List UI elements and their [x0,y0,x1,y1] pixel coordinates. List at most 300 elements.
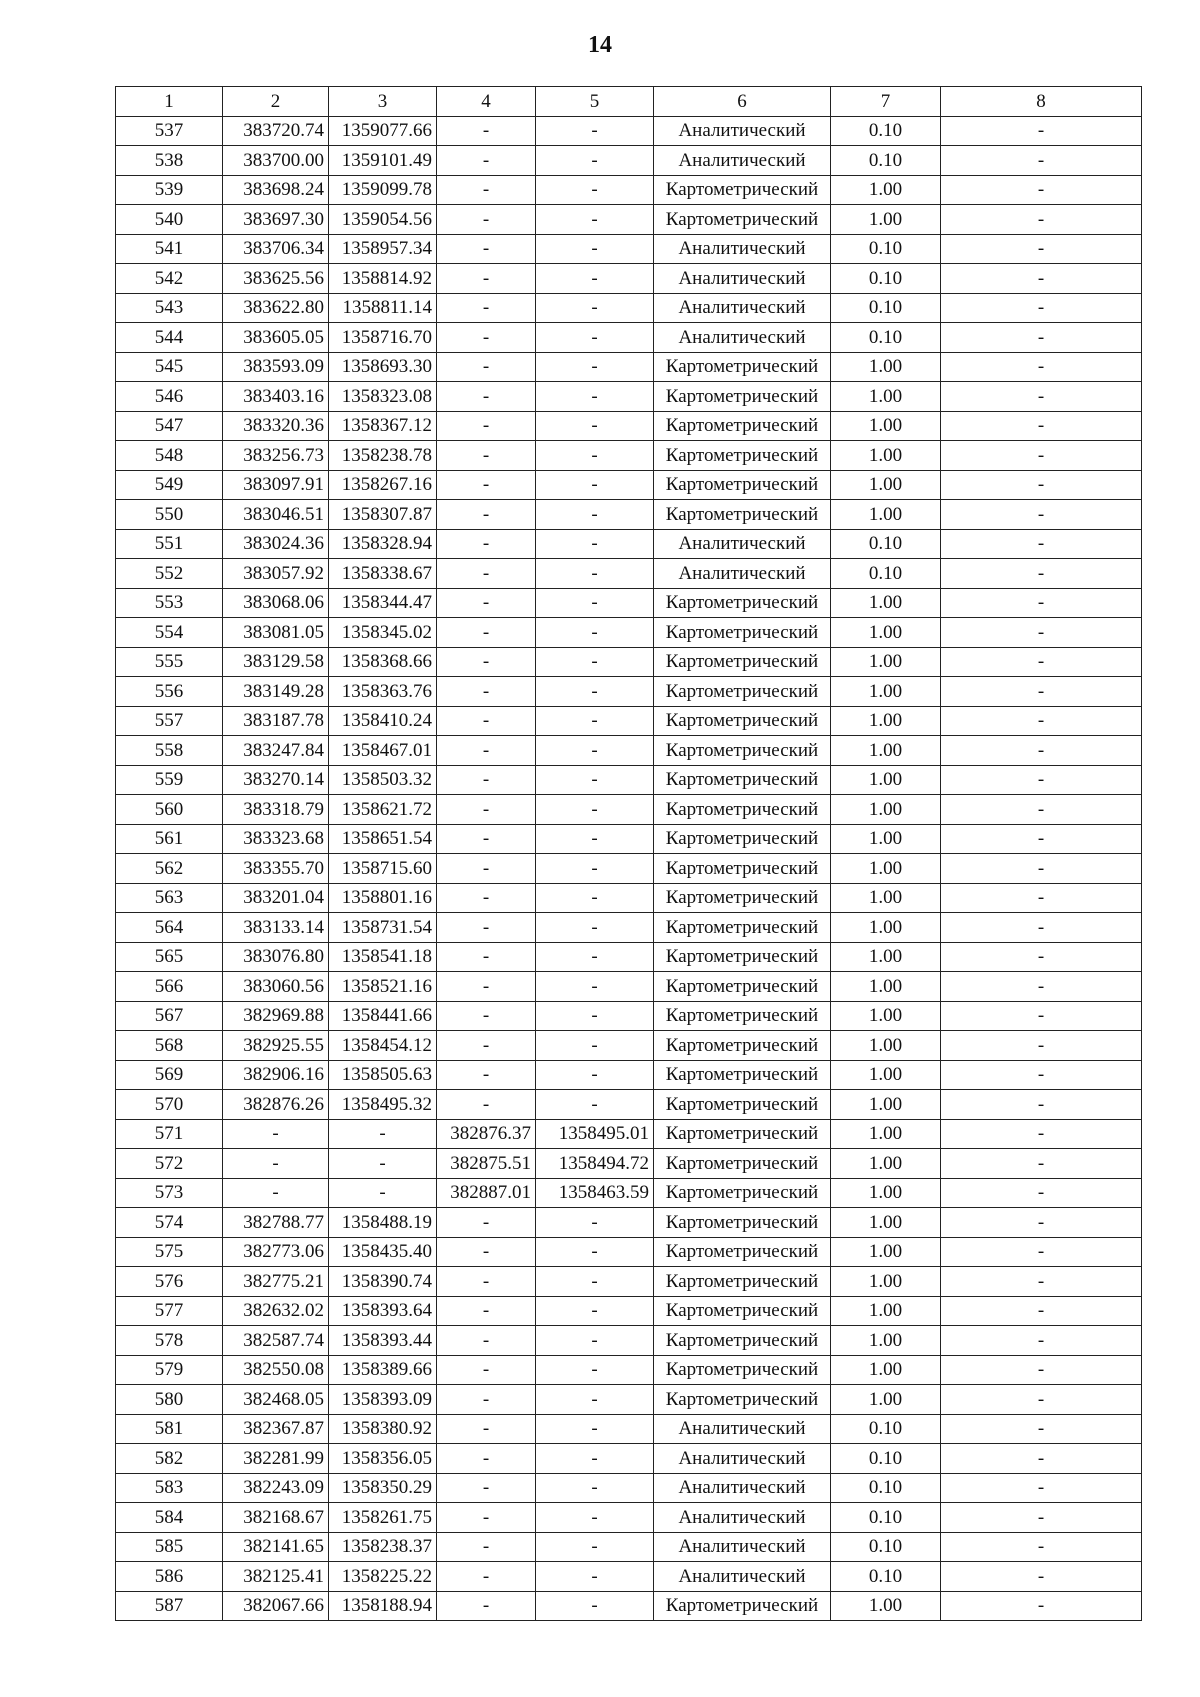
table-cell: - [536,706,654,736]
table-cell: - [437,795,536,825]
table-cell: 557 [116,706,223,736]
table-cell: Аналитический [654,293,831,323]
table-cell: 572 [116,1149,223,1179]
table-cell: - [536,146,654,176]
table-cell: Аналитический [654,1532,831,1562]
table-cell: 1358503.32 [329,765,437,795]
table-cell: 555 [116,647,223,677]
table-cell: 383320.36 [223,411,329,441]
table-cell: 382141.65 [223,1532,329,1562]
table-cell: - [437,1532,536,1562]
table-cell: 382925.55 [223,1031,329,1061]
table-cell: Аналитический [654,116,831,146]
table-cell: 559 [116,765,223,795]
table-cell: 550 [116,500,223,530]
table-cell: - [536,323,654,353]
table-cell: - [536,1031,654,1061]
table-cell: - [536,500,654,530]
table-cell: - [941,1355,1142,1385]
table-cell: - [536,1296,654,1326]
table-cell: - [437,677,536,707]
table-cell: 0.10 [831,1414,941,1444]
table-cell: - [941,1060,1142,1090]
table-cell: 382550.08 [223,1355,329,1385]
table-cell: 1358621.72 [329,795,437,825]
table-cell: Картометрический [654,205,831,235]
table-cell: Картометрический [654,441,831,471]
table-cell: - [437,1267,536,1297]
table-cell: - [941,765,1142,795]
table-cell: Картометрический [654,1326,831,1356]
table-cell: 560 [116,795,223,825]
table-row [116,411,1142,441]
table-row [116,1267,1142,1297]
table-cell: - [941,1385,1142,1415]
table-row [116,1385,1142,1415]
table-cell: 577 [116,1296,223,1326]
table-cell: - [437,264,536,294]
table-cell: 1.00 [831,1591,941,1621]
table-cell: 383700.00 [223,146,329,176]
table-cell: 1.00 [831,411,941,441]
table-cell: 1.00 [831,175,941,205]
table-cell: 383046.51 [223,500,329,530]
table-cell: 383057.92 [223,559,329,589]
table-cell: Картометрический [654,352,831,382]
table-cell: - [941,588,1142,618]
table-cell: 537 [116,116,223,146]
table-cell: 1.00 [831,588,941,618]
table-cell: - [941,352,1142,382]
table-cell: 382587.74 [223,1326,329,1356]
table-cell: - [536,588,654,618]
table-cell: - [329,1178,437,1208]
table-cell: 383187.78 [223,706,329,736]
table-cell: 580 [116,1385,223,1415]
table-cell: - [941,1001,1142,1031]
table-cell: - [437,913,536,943]
table-cell: 584 [116,1503,223,1533]
table-cell: - [437,1473,536,1503]
table-cell: Аналитический [654,559,831,589]
table-cell: - [536,175,654,205]
table-cell: 383247.84 [223,736,329,766]
table-cell: - [437,1237,536,1267]
table-cell: 549 [116,470,223,500]
coordinates-table [115,86,1142,1621]
table-cell: 540 [116,205,223,235]
table-cell: - [941,1473,1142,1503]
table-cell: - [941,706,1142,736]
table-cell: 1358488.19 [329,1208,437,1238]
table-cell: 1.00 [831,1237,941,1267]
table-cell: 383698.24 [223,175,329,205]
table-cell: 1358345.02 [329,618,437,648]
table-cell: - [536,1503,654,1533]
table-cell: - [536,618,654,648]
table-cell: 1.00 [831,441,941,471]
table-cell: 383076.80 [223,942,329,972]
table-cell: 383024.36 [223,529,329,559]
table-cell: 382887.01 [437,1178,536,1208]
table-row [116,352,1142,382]
table-cell: 1.00 [831,795,941,825]
table-cell: 383625.56 [223,264,329,294]
table-cell: 1358363.76 [329,677,437,707]
table-cell: Картометрический [654,411,831,441]
table-cell: Картометрический [654,1031,831,1061]
table-cell: - [437,1031,536,1061]
table-cell: - [941,323,1142,353]
table-cell: Картометрический [654,942,831,972]
table-row [116,205,1142,235]
table-cell: 382632.02 [223,1296,329,1326]
table-cell: 1358811.14 [329,293,437,323]
table-cell: - [941,441,1142,471]
table-row [116,883,1142,913]
table-cell: 0.10 [831,1444,941,1474]
table-row [116,1208,1142,1238]
table-cell: 574 [116,1208,223,1238]
table-cell: 565 [116,942,223,972]
table-cell: 1.00 [831,470,941,500]
table-cell: - [536,470,654,500]
table-cell: Картометрический [654,1591,831,1621]
table-cell: - [536,1001,654,1031]
table-cell: 1358467.01 [329,736,437,766]
table-cell: - [437,441,536,471]
table-cell: 1359099.78 [329,175,437,205]
table-row [116,1178,1142,1208]
table-cell: 1358801.16 [329,883,437,913]
table-cell: 383133.14 [223,913,329,943]
table-cell: - [536,1532,654,1562]
table-cell: - [223,1178,329,1208]
table-cell: - [536,1562,654,1592]
table-cell: 1358541.18 [329,942,437,972]
table-cell: 1358350.29 [329,1473,437,1503]
table-cell: 563 [116,883,223,913]
table-cell: - [536,1414,654,1444]
table-row [116,1444,1142,1474]
table-cell: - [437,1591,536,1621]
table-cell: - [536,1444,654,1474]
table-cell: Картометрический [654,854,831,884]
table-cell: Картометрический [654,1090,831,1120]
table-cell: Картометрический [654,1237,831,1267]
table-cell: 1358338.67 [329,559,437,589]
table-cell: 1358495.01 [536,1119,654,1149]
table-row [116,765,1142,795]
table-cell: Картометрический [654,647,831,677]
table-cell: 1.00 [831,942,941,972]
table-cell: 579 [116,1355,223,1385]
table-cell: - [941,1562,1142,1592]
table-cell: 554 [116,618,223,648]
table-cell: 1358368.66 [329,647,437,677]
table-cell: - [536,765,654,795]
table-row [116,1237,1142,1267]
table-cell: 1.00 [831,677,941,707]
table-cell: 1358454.12 [329,1031,437,1061]
table-cell: 1358393.09 [329,1385,437,1415]
table-cell: - [329,1149,437,1179]
table-cell: 575 [116,1237,223,1267]
table-cell: - [536,1237,654,1267]
table-cell: - [941,883,1142,913]
table-cell: - [941,500,1142,530]
table-cell: Картометрический [654,913,831,943]
table-cell: 0.10 [831,559,941,589]
table-cell: 1.00 [831,736,941,766]
table-cell: 383201.04 [223,883,329,913]
table-cell: - [437,293,536,323]
table-row [116,1001,1142,1031]
column-header: 5 [536,87,654,117]
table-cell: - [437,1444,536,1474]
table-cell: 383097.91 [223,470,329,500]
table-cell: - [536,824,654,854]
table-row [116,382,1142,412]
table-row [116,441,1142,471]
table-cell: 1358238.37 [329,1532,437,1562]
table-cell: 1358238.78 [329,441,437,471]
table-cell: 1.00 [831,1031,941,1061]
table-cell: 0.10 [831,146,941,176]
table-cell: - [941,1326,1142,1356]
table-row [116,323,1142,353]
table-row [116,1503,1142,1533]
table-cell: Картометрический [654,736,831,766]
table-cell: 544 [116,323,223,353]
table-cell: - [437,1385,536,1415]
table-row [116,972,1142,1002]
table-cell: - [941,175,1142,205]
table-cell: - [437,1090,536,1120]
table-cell: 1.00 [831,382,941,412]
table-cell: Картометрический [654,1208,831,1238]
table-cell: - [941,264,1142,294]
table-cell: - [941,795,1142,825]
table-cell: - [941,1591,1142,1621]
table-cell: 382773.06 [223,1237,329,1267]
table-row [116,1562,1142,1592]
table-cell: - [437,1296,536,1326]
table-cell: 1358495.32 [329,1090,437,1120]
table-cell: 1358323.08 [329,382,437,412]
table-cell: 1.00 [831,854,941,884]
table-cell: 546 [116,382,223,412]
table-cell: - [536,116,654,146]
table-cell: 538 [116,146,223,176]
table-cell: - [941,647,1142,677]
table-cell: 539 [116,175,223,205]
table-cell: 383081.05 [223,618,329,648]
table-cell: 1358435.40 [329,1237,437,1267]
table-cell: - [536,677,654,707]
table-cell: 1.00 [831,1385,941,1415]
table-cell: - [536,1591,654,1621]
table-row [116,913,1142,943]
table-cell: 0.10 [831,1473,941,1503]
table-cell: 545 [116,352,223,382]
table-cell: 1.00 [831,1149,941,1179]
table-cell: 1.00 [831,824,941,854]
table-cell: - [437,1326,536,1356]
table-row [116,647,1142,677]
table-cell: 382906.16 [223,1060,329,1090]
table-cell: - [941,382,1142,412]
table-cell: 383403.16 [223,382,329,412]
table-cell: Аналитический [654,1414,831,1444]
table-row [116,942,1142,972]
table-cell: 1358225.22 [329,1562,437,1592]
table-cell: - [941,1031,1142,1061]
table-cell: Картометрический [654,382,831,412]
table-cell: - [941,1267,1142,1297]
table-cell: 1358261.75 [329,1503,437,1533]
table-cell: 1359077.66 [329,116,437,146]
table-row [116,559,1142,589]
table-cell: 0.10 [831,1532,941,1562]
table-cell: - [941,559,1142,589]
table-row [116,706,1142,736]
table-row [116,588,1142,618]
table-cell: 382775.21 [223,1267,329,1297]
column-header: 4 [437,87,536,117]
table-cell: 1.00 [831,1001,941,1031]
table-cell: Аналитический [654,234,831,264]
table-cell: - [941,972,1142,1002]
table-row [116,1296,1142,1326]
table-cell: 382367.87 [223,1414,329,1444]
table-cell: Аналитический [654,264,831,294]
table-cell: 578 [116,1326,223,1356]
table-cell: - [941,913,1142,943]
table-cell: - [437,854,536,884]
table-cell: - [437,1060,536,1090]
table-cell: 1.00 [831,765,941,795]
page-number: 14 [588,32,612,58]
table-cell: - [437,972,536,1002]
table-cell: - [223,1119,329,1149]
table-cell: - [536,559,654,589]
table-cell: - [941,1503,1142,1533]
table-cell: 570 [116,1090,223,1120]
table-cell: Картометрический [654,765,831,795]
table-cell: 556 [116,677,223,707]
table-cell: 543 [116,293,223,323]
table-cell: - [536,1208,654,1238]
table-cell: 1358814.92 [329,264,437,294]
table-cell: Картометрический [654,883,831,913]
table-cell: 569 [116,1060,223,1090]
table-cell: Картометрический [654,470,831,500]
table-cell: Аналитический [654,146,831,176]
table-cell: 0.10 [831,529,941,559]
table-cell: Картометрический [654,677,831,707]
table-cell: - [536,647,654,677]
table-cell: - [437,1355,536,1385]
table-row [116,1090,1142,1120]
table-row [116,1591,1142,1621]
table-cell: Картометрический [654,588,831,618]
table-cell: - [437,559,536,589]
table-cell: - [536,1385,654,1415]
table-cell: 1.00 [831,1178,941,1208]
table-row [116,293,1142,323]
table-cell: - [536,529,654,559]
table-cell: - [536,1060,654,1090]
table-cell: 383720.74 [223,116,329,146]
table-cell: 583 [116,1473,223,1503]
table-cell: - [941,677,1142,707]
table-cell: - [223,1149,329,1179]
table-cell: 551 [116,529,223,559]
table-cell: 0.10 [831,323,941,353]
table-cell: 1.00 [831,1296,941,1326]
table-cell: Картометрический [654,1296,831,1326]
table-cell: 0.10 [831,116,941,146]
table-cell: - [536,441,654,471]
table-row [116,264,1142,294]
table-cell: 1358188.94 [329,1591,437,1621]
table-cell: - [941,1090,1142,1120]
table-cell: 581 [116,1414,223,1444]
table-cell: 383323.68 [223,824,329,854]
table-cell: 1358267.16 [329,470,437,500]
table-cell: - [536,854,654,884]
table-cell: 567 [116,1001,223,1031]
table-cell: - [536,1090,654,1120]
table-cell: - [941,470,1142,500]
table-cell: 382168.67 [223,1503,329,1533]
table-cell: 586 [116,1562,223,1592]
table-cell: 568 [116,1031,223,1061]
table-cell: Картометрический [654,824,831,854]
table-cell: - [941,618,1142,648]
table-row [116,1119,1142,1149]
table-cell: 1.00 [831,352,941,382]
table-cell: - [437,1208,536,1238]
table-cell: 1358410.24 [329,706,437,736]
table-cell: 382243.09 [223,1473,329,1503]
table-cell: 1358356.05 [329,1444,437,1474]
table-row [116,1060,1142,1090]
table-cell: 1.00 [831,972,941,1002]
table-cell: 383068.06 [223,588,329,618]
table-cell: Аналитический [654,1562,831,1592]
table-cell: 571 [116,1119,223,1149]
table-cell: 1358307.87 [329,500,437,530]
table-cell: Картометрический [654,618,831,648]
table-cell: Картометрический [654,175,831,205]
table-row [116,1326,1142,1356]
table-cell: 1359054.56 [329,205,437,235]
table-row [116,1473,1142,1503]
table-cell: 383605.05 [223,323,329,353]
table-cell: 1358393.64 [329,1296,437,1326]
table-cell: 382125.41 [223,1562,329,1592]
table-cell: - [941,1296,1142,1326]
table-cell: Аналитический [654,1503,831,1533]
table-cell: 382969.88 [223,1001,329,1031]
table-cell: 1358494.72 [536,1149,654,1179]
table-cell: - [536,1326,654,1356]
table-cell: 1.00 [831,618,941,648]
table-cell: - [536,411,654,441]
table-cell: Картометрический [654,1267,831,1297]
